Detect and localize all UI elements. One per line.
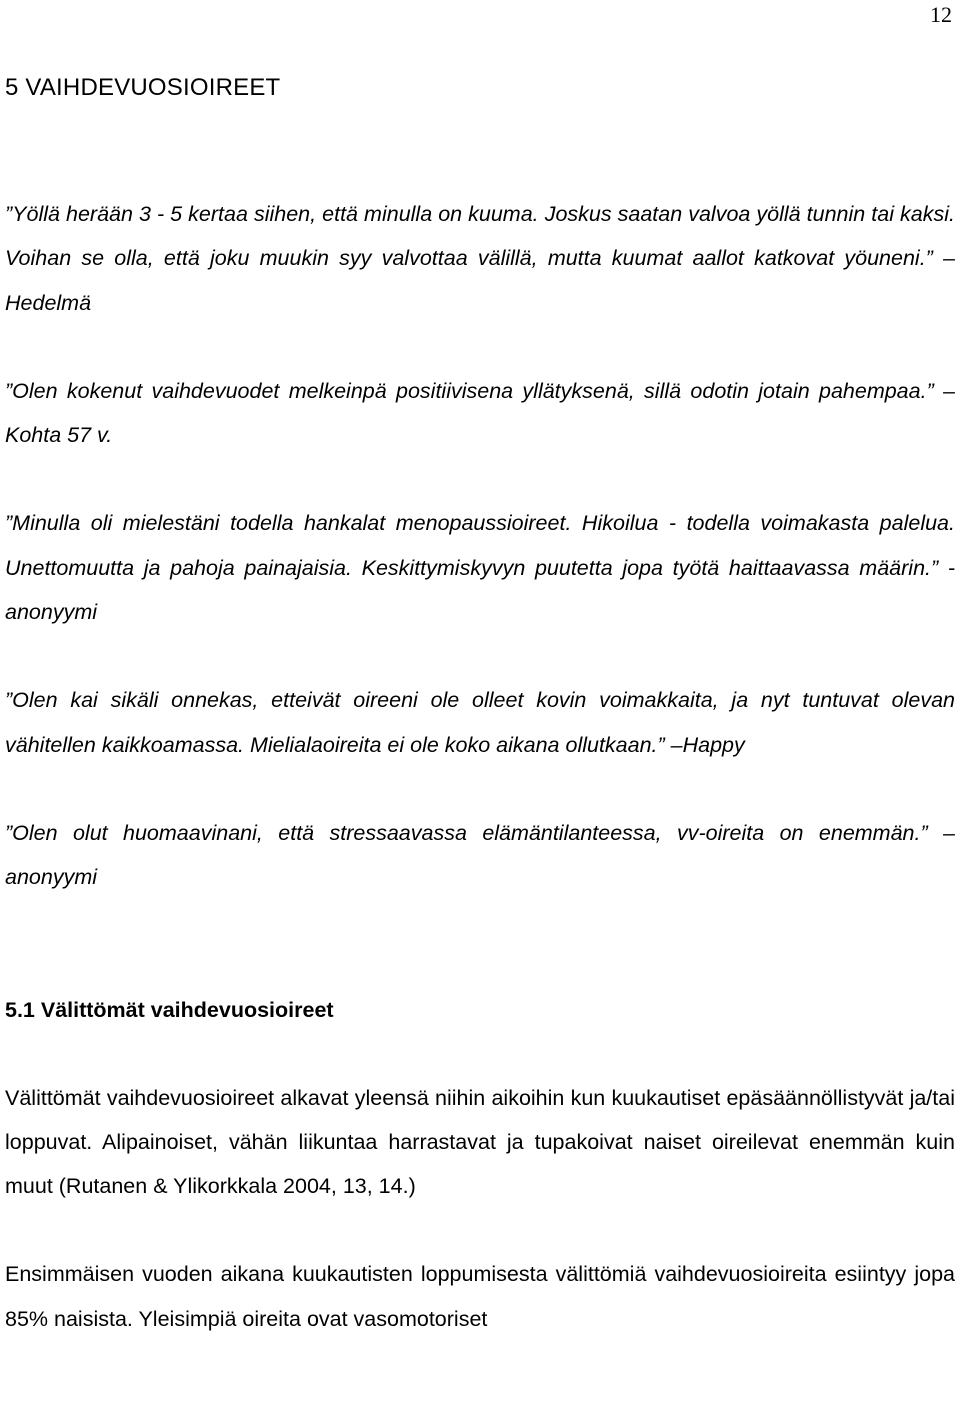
quote-paragraph: ”Olen kokenut vaihdevuodet melkeinpä positiivisena yllätyksenä, sillä odotin jotain pahempaa.” –Kohta 57 v. <box>5 378 955 448</box>
body-paragraph: Ensimmäisen vuoden aikana kuukautisten loppumisesta välittömiä vaihdevuosioireita esiintyy jopa 85% naisista. Yleisimpiä oireita ovat vasomotoriset <box>5 1262 955 1331</box>
chapter-heading: 5 VAIHDEVUOSIOIREET <box>5 74 281 101</box>
quote-paragraph: ”Olen kai sikäli onnekas, etteivät oireeni ole olleet kovin voimakkaita, ja nyt tuntuvat olevan vähitellen kaikkoamassa. Mielialaoireita ei ole koko aikana ollutkaan.” –Happy <box>5 688 955 757</box>
document-body <box>5 66 955 1341</box>
quote-paragraph: ”Olen olut huomaavinani, että stressaavassa elämäntilanteessa, vv-oireita on enemmän.” –anonyymi <box>5 820 955 890</box>
page-number: 12 <box>930 2 952 27</box>
body-paragraph: Välittömät vaihdevuosioireet alkavat yleensä niihin aikoihin kun kuukautiset epäsäännöllistyvät ja/tai loppuvat. Alipainoiset, vähän liikuntaa harrastavat ja tupakoivat naiset oireilevat enemmän kuin muut (Rutanen & Ylikorkkala 2004, 13, 14.) <box>5 1085 955 1199</box>
section-heading: 5.1 Välittömät vaihdevuosioireet <box>5 997 334 1022</box>
quote-paragraph: ”Yöllä herään 3 - 5 kertaa siihen, että minulla on kuuma. Joskus saatan valvoa yöllä tunnin tai kaksi. Voihan se olla, että joku muukin syy valvottaa välillä, mutta kuumat aallot katkovat yöuneni.” –Hedelmä <box>5 202 955 315</box>
quote-paragraph: ”Minulla oli mielestäni todella hankalat menopaussioireet. Hikoilua - todella voimakasta palelua. Unettomuutta ja pahoja painajaisia. Keskittymiskyvyn puutetta jopa työtä haittaavassa määrin.” -anonyymi <box>5 511 955 625</box>
